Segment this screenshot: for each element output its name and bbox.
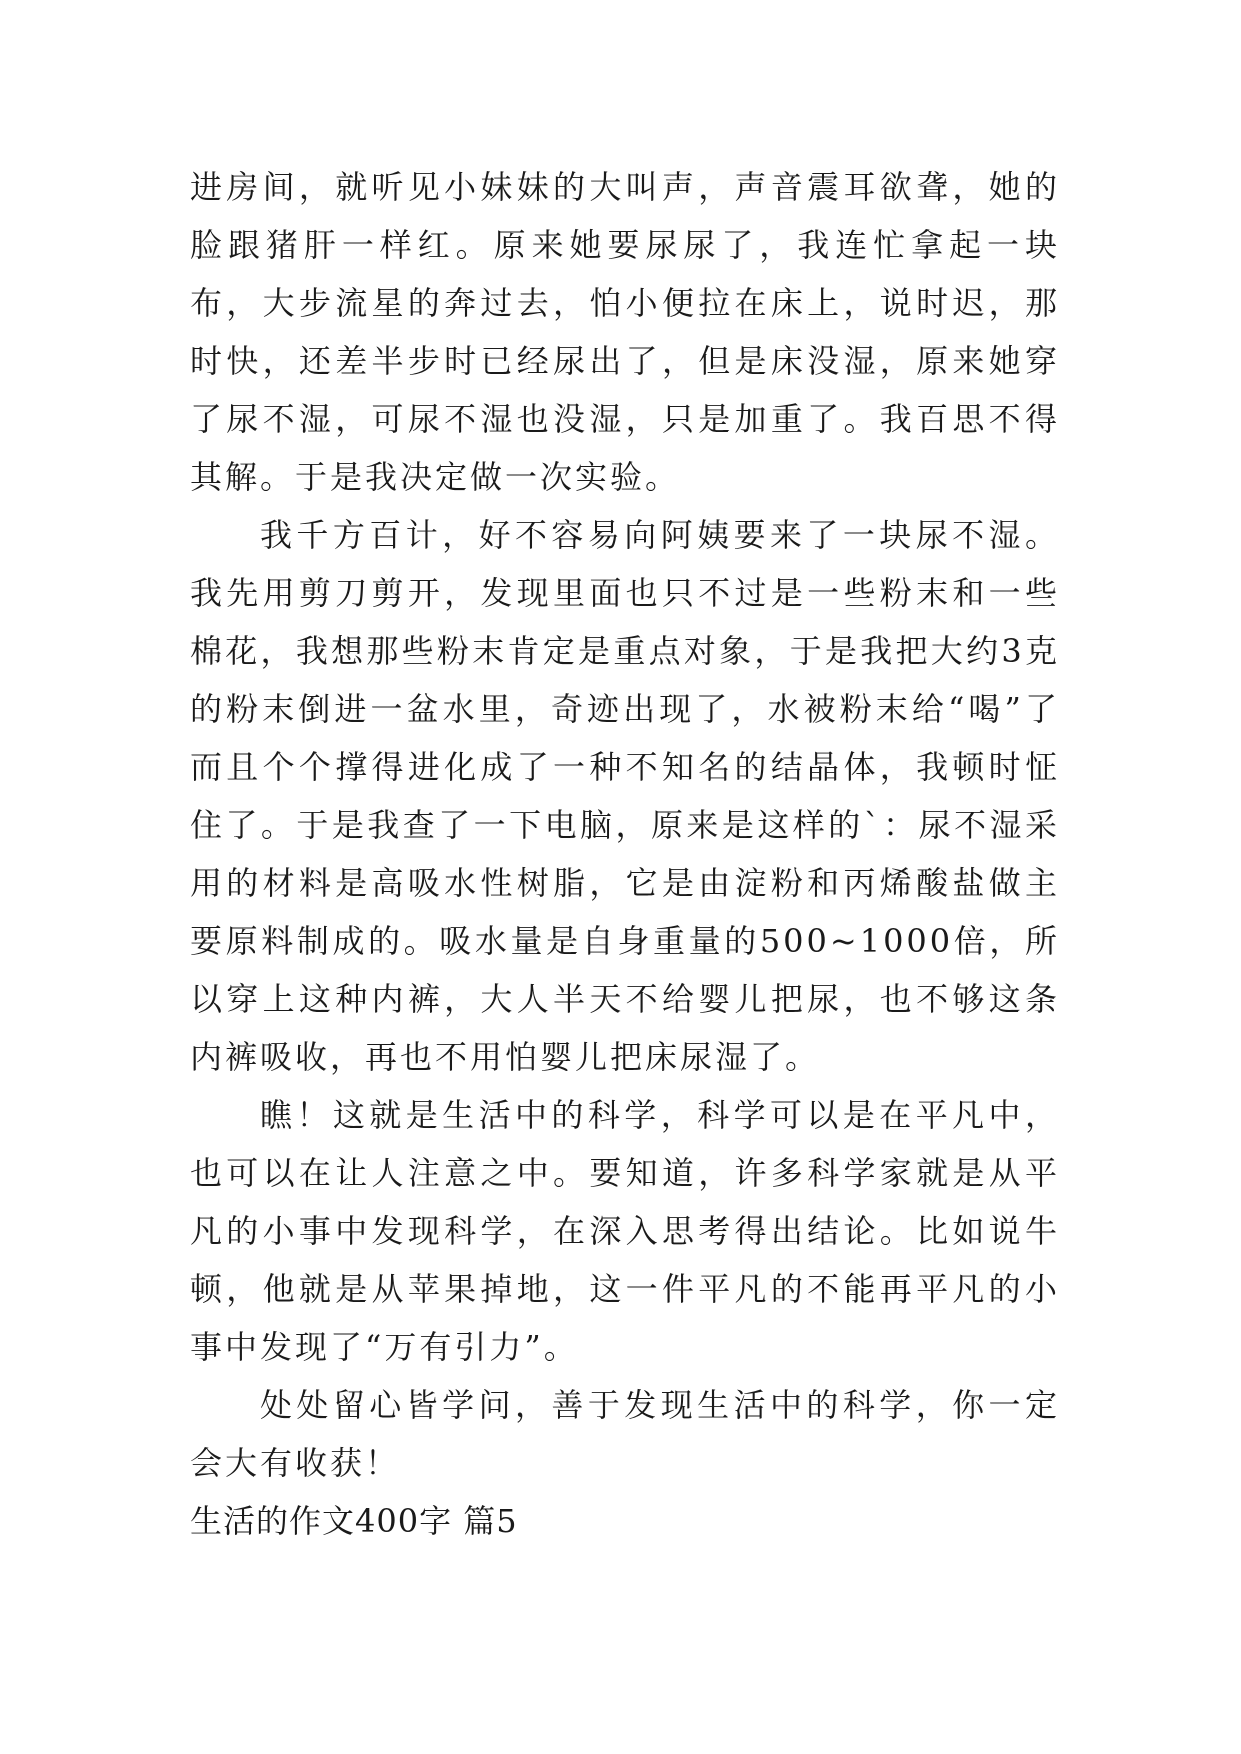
paragraph-3: 瞧！这就是生活中的科学，科学可以是在平凡中，也可以在让人注意之中。要知道，许多科学家就是从平凡的小事中发现科学，在深入思考得出结论。比如说牛顿，他就是从苹果掉地，这一件平凡的不能再平凡的小事中发现了“万有引力”。	[190, 1096, 1060, 1366]
section-heading: 生活的作文400字 篇5	[190, 1502, 518, 1540]
paragraph-1: 进房间，就听见小妹妹的大叫声，声音震耳欲聋，她的脸跟猪肝一样红。原来她要尿尿了，我连忙拿起一块布，大步流星的奔过去，怕小便拉在床上，说时迟，那时快，还差半步时已经尿出了，但是床没湿，原来她穿了尿不湿，可尿不湿也没湿，只是加重了。我百思不得其解。于是我决定做一次实验。	[190, 168, 1060, 496]
paragraph-2: 我千方百计，好不容易向阿姨要来了一块尿不湿。我先用剪刀剪开，发现里面也只不过是一些粉末和一些棉花，我想那些粉末肯定是重点对象，于是我把大约3克的粉末倒进一盆水里，奇迹出现了，水被粉末给“喝”了而且个个撑得进化成了一种不知名的结晶体，我顿时怔住了。于是我查了一下电脑，原来是这样的`：尿不湿采用的材料是高吸水性树脂，它是由淀粉和丙烯酸盐做主要原料制成的。吸水量是自身重量的500~1000倍，所以穿上这种内裤，大人半天不给婴儿把尿，也不够这条内裤吸收，再也不用怕婴儿把床尿湿了。	[190, 516, 1060, 1076]
document-body	[190, 158, 1060, 1550]
paragraph-4: 处处留心皆学问，善于发现生活中的科学，你一定会大有收获！	[190, 1386, 1060, 1482]
